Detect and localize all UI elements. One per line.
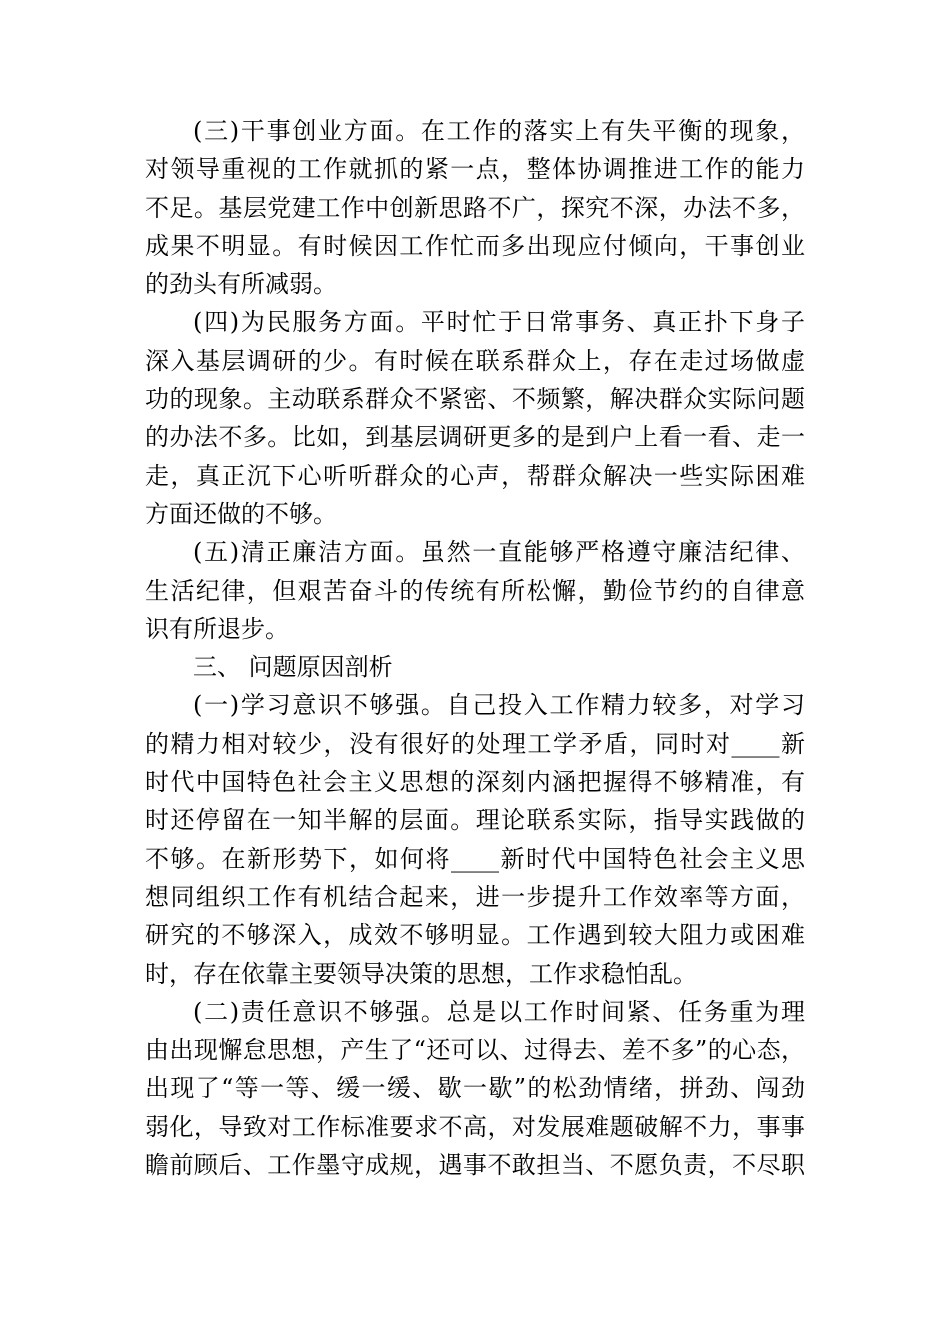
text-line: 想同组织工作有机结合起来，进一步提升工作效率等方面， [145,882,805,911]
text-line: 的办法不多。比如，到基层调研更多的是到户上看一看、走一 [145,423,805,452]
text-line: 由出现懈怠思想，产生了“还可以、过得去、差不多”的心态， [145,1036,805,1065]
text-line: 的精力相对较少，没有很好的处理工学矛盾，同时对____新 [145,729,805,758]
text-line: 研究的不够深入，成效不够明显。工作遇到较大阻力或困难 [145,921,805,950]
document-page [145,112,805,1184]
text-line: (三)干事创业方面。在工作的落实上有失平衡的现象， [193,117,805,145]
text-line: (二)责任意识不够强。总是以工作时间紧、任务重为理 [193,997,805,1026]
text-line: (一)学习意识不够强。自己投入工作精力较多，对学习 [193,691,805,720]
text-line: 成果不明显。有时候因工作忙而多出现应付倾向，干事创业 [145,231,805,260]
text-line: 方面还做的不够。 [145,499,337,528]
text-line: 弱化，导致对工作标准要求不高，对发展难题破解不力，事事 [145,1112,805,1141]
text-line: 瞻前顾后、工作墨守成规，遇事不敢担当、不愿负责，不尽职 [145,1151,805,1180]
text-line: 功的现象。主动联系群众不紧密、不频繁，解决群众实际问题 [145,385,805,414]
text-line: 深入基层调研的少。有时候在联系群众上，存在走过场做虚 [145,346,805,375]
text-line: 生活纪律，但艰苦奋斗的传统有所松懈，勤俭节约的自律意 [145,576,805,605]
text-line: 不足。基层党建工作中创新思路不广，探究不深，办法不多， [145,193,805,222]
text-line: 时还停留在一知半解的层面。理论联系实际，指导实践做的 [145,806,805,835]
section-heading: 三、 问题原因剖析 [193,653,393,682]
text-line: 不够。在新形势下，如何将____新时代中国特色社会主义思 [145,844,805,873]
text-line: 识有所退步。 [145,614,289,643]
text-line: 出现了“等一等、缓一缓、歇一歇”的松劲情绪，拼劲、闯劲 [145,1074,805,1103]
text-line: 走，真正沉下心听听群众的心声，帮群众解决一些实际困难 [145,461,805,490]
text-line: (四)为民服务方面。平时忙于日常事务、真正扑下身子 [193,308,805,337]
text-line: (五)清正廉洁方面。虽然一直能够严格遵守廉洁纪律、 [193,538,805,567]
text-line: 对领导重视的工作就抓的紧一点，整体协调推进工作的能力 [145,155,805,184]
text-line: 的劲头有所减弱。 [145,270,337,299]
text-line: 时，存在依靠主要领导决策的思想，工作求稳怕乱。 [145,959,697,988]
text-line: 时代中国特色社会主义思想的深刻内涵把握得不够精准，有 [145,768,805,797]
